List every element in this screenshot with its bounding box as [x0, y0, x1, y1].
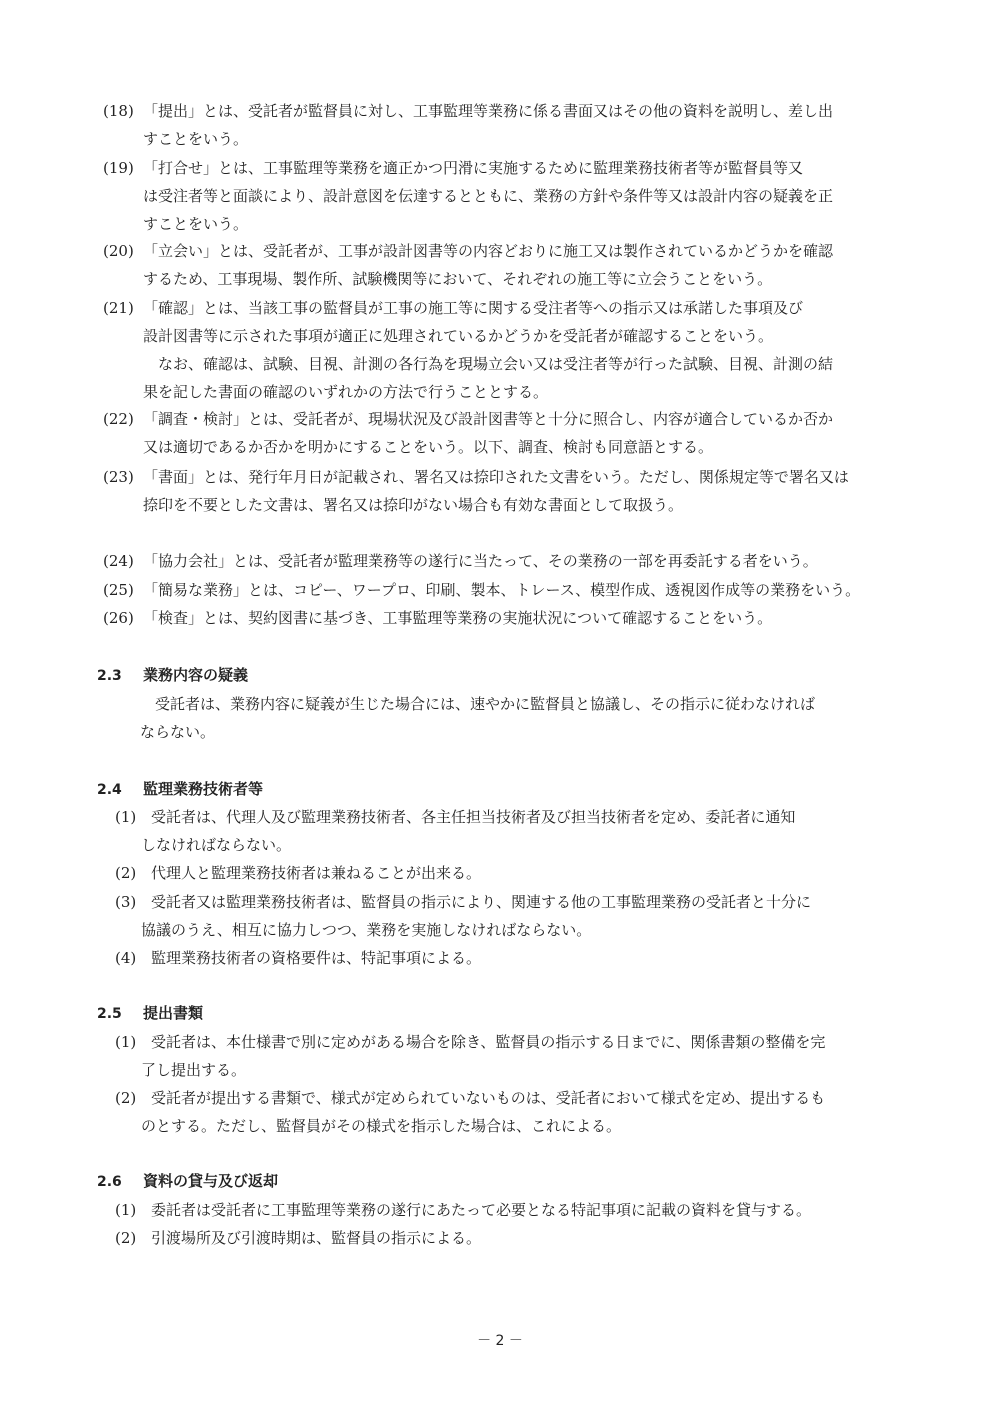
list-item-2-5-2 — [115, 1084, 895, 1140]
list-item-2-4-2 — [115, 859, 895, 887]
line-text: 「簡易な業務」とは、コピー、ワープロ、印刷、製本、トレース、模型作成、透視図作成等の業務をいう。 — [143, 581, 861, 599]
section-number: 2.6 — [97, 1174, 122, 1190]
item-number: (22) — [103, 410, 134, 428]
item-number: (25) — [103, 581, 134, 599]
line-text: すことをいう。 — [143, 130, 249, 148]
line-text: 監理業務技術者の資格要件は、特記事項による。 — [151, 949, 482, 967]
definition-25 — [103, 576, 893, 604]
definition-19 — [103, 154, 893, 238]
section-title: 監理業務技術者等 — [143, 780, 264, 798]
line-text: すことをいう。 — [143, 215, 249, 233]
item-number: (4) — [115, 949, 137, 967]
line-text: 「立会い」とは、受託者が、工事が設計図書等の内容どおりに施工又は製作されているかどうかを確認 — [143, 242, 834, 260]
definition-26 — [103, 604, 893, 632]
item-number: (1) — [115, 808, 137, 826]
line-text: 受託者は、本仕様書で別に定めがある場合を除き、監督員の指示する日までに、関係書類の整備を完 — [151, 1033, 826, 1051]
item-number: (1) — [115, 1033, 137, 1051]
line-text: ならない。 — [140, 723, 216, 741]
line-text: 「書面」とは、発行年月日が記載され、署名又は捺印された文書をいう。ただし、関係規定等で署名又は — [143, 468, 849, 486]
item-number: (20) — [103, 242, 134, 260]
line-text: のとする。ただし、監督員がその様式を指示した場合は、これによる。 — [141, 1117, 622, 1135]
item-number: (19) — [103, 159, 134, 177]
line-text: するため、工事現場、製作所、試験機関等において、それぞれの施工等に立会うことをいう。 — [143, 270, 773, 288]
line-text: 受託者は、業務内容に疑義が生じた場合には、速やかに監督員と協議し、その指示に従わなければ — [140, 695, 816, 713]
list-item-2-4-1 — [115, 803, 895, 859]
section-heading-2-4 — [97, 775, 263, 803]
line-text: 「検査」とは、契約図書に基づき、工事監理等業務の実施状況について確認することをいう。 — [143, 609, 773, 627]
list-item-2-5-1 — [115, 1028, 895, 1084]
line-text: 代理人と監理業務技術者は兼ねることが出来る。 — [151, 864, 482, 882]
section-heading-2-5 — [97, 999, 203, 1027]
item-number: (24) — [103, 552, 134, 570]
line-text: は受注者等と面談により、設計意図を伝達するとともに、業務の方針や条件等又は設計内容の疑義を正 — [143, 187, 834, 205]
list-item-2-6-1 — [115, 1196, 895, 1224]
line-text: 設計図書等に示された事項が適正に処理されているかどうかを受託者が確認することをいう。 — [143, 327, 774, 345]
item-number: (2) — [115, 1089, 137, 1107]
item-number: (3) — [115, 893, 137, 911]
list-item-2-4-3 — [115, 888, 895, 944]
item-number: (2) — [115, 1229, 137, 1247]
item-number: (26) — [103, 609, 134, 627]
item-number: (21) — [103, 299, 134, 317]
definition-18 — [103, 97, 893, 153]
section-number: 2.5 — [97, 1006, 122, 1022]
section-title: 資料の貸与及び返却 — [143, 1172, 279, 1190]
line-text: 「提出」とは、受託者が監督員に対し、工事監理等業務に係る書面又はその他の資料を説明し、差し出 — [143, 102, 834, 120]
section-heading-2-6 — [97, 1167, 278, 1195]
line-text: 了し提出する。 — [141, 1061, 247, 1079]
line-text: 又は適切であるか否かを明かにすることをいう。以下、調査、検討も同意語とする。 — [143, 438, 714, 456]
line-text: 受託者が提出する書類で、様式が定められていないものは、受託者において様式を定め、提出するも — [151, 1089, 826, 1107]
section-body-2-3 — [140, 690, 900, 746]
item-number: (23) — [103, 468, 134, 486]
line-text: 果を記した書面の確認のいずれかの方法で行うこととする。 — [143, 383, 549, 401]
definition-22 — [103, 405, 893, 461]
list-item-2-6-2 — [115, 1224, 895, 1252]
definition-21 — [103, 294, 893, 406]
section-number: 2.4 — [97, 782, 122, 798]
item-number: (18) — [103, 102, 134, 120]
item-number: (1) — [115, 1201, 137, 1219]
line-text: 捺印を不要とした文書は、署名又は捺印がない場合も有効な書面として取扱う。 — [143, 496, 684, 514]
line-text: 「打合せ」とは、工事監理等業務を適正かつ円滑に実施するために監理業務技術者等が監督員等又 — [143, 159, 804, 177]
line-text: 「確認」とは、当該工事の監督員が工事の施工等に関する受注者等への指示又は承諾した事項及び — [143, 299, 804, 317]
definition-24 — [103, 547, 893, 575]
line-text: 「調査・検討」とは、受託者が、現場状況及び設計図書等と十分に照合し、内容が適合しているか否か — [143, 410, 834, 428]
line-text: 協議のうえ、相互に協力しつつ、業務を実施しなければならない。 — [141, 921, 592, 939]
line-text: 受託者又は監理業務技術者は、監督員の指示により、関連する他の工事監理業務の受託者と十分に — [151, 893, 812, 911]
line-text: 受託者は、代理人及び監理業務技術者、各主任担当技術者及び担当技術者を定め、委託者に通知 — [151, 808, 796, 826]
line-text: しなければならない。 — [141, 836, 292, 854]
line-text: なお、確認は、試験、目視、計測の各行為を現場立会い又は受注者等が行った試験、目視、計測の結 — [143, 355, 834, 373]
list-item-2-4-4 — [115, 944, 895, 972]
definition-23 — [103, 463, 893, 519]
section-title: 業務内容の疑義 — [143, 666, 249, 684]
item-number: (2) — [115, 864, 137, 882]
section-heading-2-3 — [97, 661, 248, 689]
section-number: 2.3 — [97, 668, 122, 684]
line-text: 「協力会社」とは、受託者が監理業務等の遂行に当たって、その業務の一部を再委託する者をいう。 — [143, 552, 818, 570]
line-text: 引渡場所及び引渡時期は、監督員の指示による。 — [151, 1229, 482, 1247]
line-text: 委託者は受託者に工事監理等業務の遂行にあたって必要となる特記事項に記載の資料を貸与する。 — [151, 1201, 812, 1219]
page-number: － 2 － — [477, 1333, 523, 1349]
definition-20 — [103, 237, 893, 293]
section-title: 提出書類 — [143, 1004, 204, 1022]
